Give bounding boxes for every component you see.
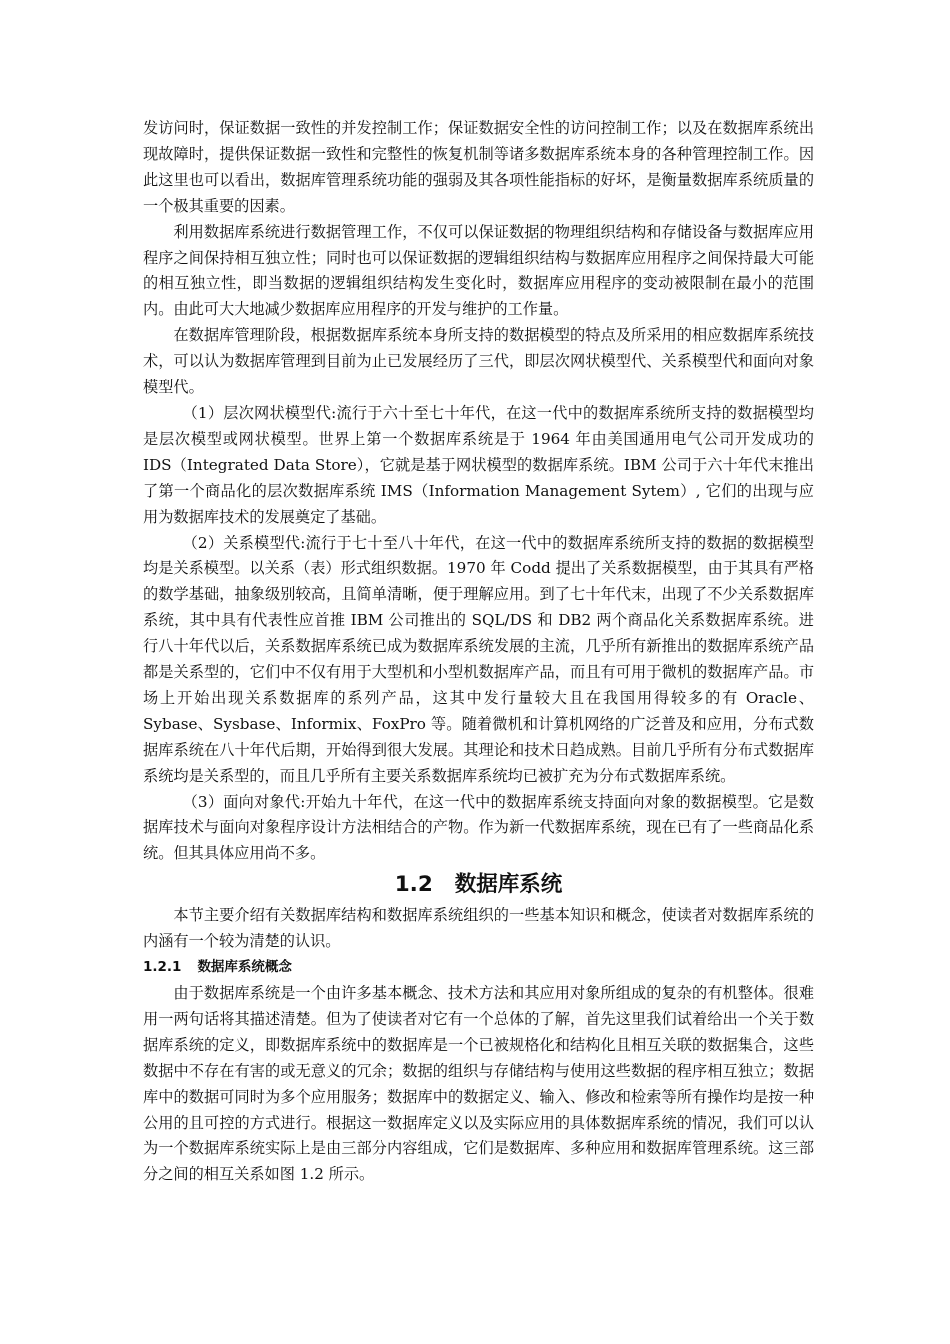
subsection-number: 1.2.1 — [143, 959, 182, 976]
list-item-object-oriented: （3）面向对象代:开始九十年代，在这一代中的数据库系统支持面向对象的数据模型。它是数据库技术与面向对象程序设计方法相结合的产物。作为新一代数据库系统，现在已有了一些商品化系统。但其具体应用尚不多。 — [143, 792, 814, 863]
list-item-hierarchical-network: （1）层次网状模型代:流行于六十至七十年代，在这一代中的数据库系统所支持的数据模型均是层次模型或网状模型。世界上第一个数据库系统是于 1964 年由美国通用电气公司开发成功的 IDS（Integrated Data Store），它就是基于网状模型的数据库系统。IBM 公司于六十年代末推出了第一个商品化的层次数据库系统 IMS（Information Management Sytem）, 它们的出现与应用为数据库技术的发展奠定了基础。 — [143, 403, 814, 526]
document-page — [143, 116, 814, 1188]
subsection-body: 由于数据库系统是一个由许多基本概念、技术方法和其应用对象所组成的复杂的有机整体。很难用一两句话将其描述清楚。但为了使读者对它有一个总体的了解，首先这里我们试着给出一个关于数据库系统的定义，即数据库系统中的数据库是一个已被规格化和结构化且相互关联的数据集合，这些数据中不存在有害的或无意义的冗余；数据的组织与存储结构与使用这些数据的程序相互独立；数据库中的数据可同时为多个应用服务；数据库中的数据定义、输入、修改和检索等所有操作均是按一种公用的且可控的方式进行。根据这一数据库定义以及实际应用的具体数据库系统的情况，我们可以认为一个数据库系统实际上是由三部分内容组成，它们是数据库、多种应用和数据库管理系统。这三部分之间的相互关系如图 1.2 所示。 — [143, 984, 814, 1184]
list-item-relational: （2）关系模型代:流行于七十至八十年代，在这一代中的数据库系统所支持的数据的数据模型均是关系模型。以关系（表）形式组织数据。1970 年 Codd 提出了关系数据模型，由于其具有严格的数学基础，抽象级别较高，且简单清晰，便于理解应用。到了七十年代末，出现了不少关系数据库系统，其中具有代表性应首推 IBM 公司推出的 SQL/DS 和 DB2 两个商品化关系数据库系统。进行八十年代以后，关系数据库系统已成为数据库系统发展的主流，几乎所有新推出的数据库系统产品都是关系型的，它们中不仅有用于大型机和小型机数据库产品，而且有可用于微机的数据库产品。市场上开始出现关系数据库的系列产品，这其中发行量较大且在我国用得较多的有 Oracle、Sybase、Sysbase、Informix、FoxPro 等。随着微机和计算机网络的广泛普及和应用，分布式数据库系统在八十年代后期，开始得到很大发展。其理论和技术日趋成熟。目前几乎所有分布式数据库系统均是关系型的，而且几乎所有主要关系数据库系统均已被扩充为分布式数据库系统。 — [143, 533, 814, 785]
paragraph-three-generations: 在数据库管理阶段，根据数据库系统本身所支持的数据模型的特点及所采用的相应数据库系统技术，可以认为数据库管理到目前为止已发展经历了三代，即层次网状模型代、关系模型代和面向对象模型代。 — [143, 326, 814, 397]
subsection-title: 数据库系统概念 — [197, 959, 292, 976]
section-number: 1.2 — [394, 872, 433, 898]
section-heading — [143, 867, 814, 903]
subsection-heading — [143, 955, 814, 981]
section-intro: 本节主要介绍有关数据库结构和数据库系统组织的一些基本知识和概念，使读者对数据库系统的内涵有一个较为清楚的认识。 — [143, 906, 814, 951]
paragraph-continued: 发访问时，保证数据一致性的并发控制工作；保证数据安全性的访问控制工作；以及在数据库系统出现故障时，提供保证数据一致性和完整性的恢复机制等诸多数据库系统本身的各种管理控制工作。因此这里也可以看出，数据库管理系统功能的强弱及其各项性能指标的好坏，是衡量数据库系统质量的一个极其重要的因素。 — [143, 119, 814, 215]
section-title: 数据库系统 — [454, 872, 563, 898]
paragraph-data-independence: 利用数据库系统进行数据管理工作，不仅可以保证数据的物理组织结构和存储设备与数据库应用程序之间保持相互独立性；同时也可以保证数据的逻辑组织结构与数据库应用程序之间保持最大可能的相互独立性，即当数据的逻辑组织结构发生变化时，数据库应用程序的变动被限制在最小的范围内。由此可大大地减少数据库应用程序的开发与维护的工作量。 — [143, 222, 814, 319]
